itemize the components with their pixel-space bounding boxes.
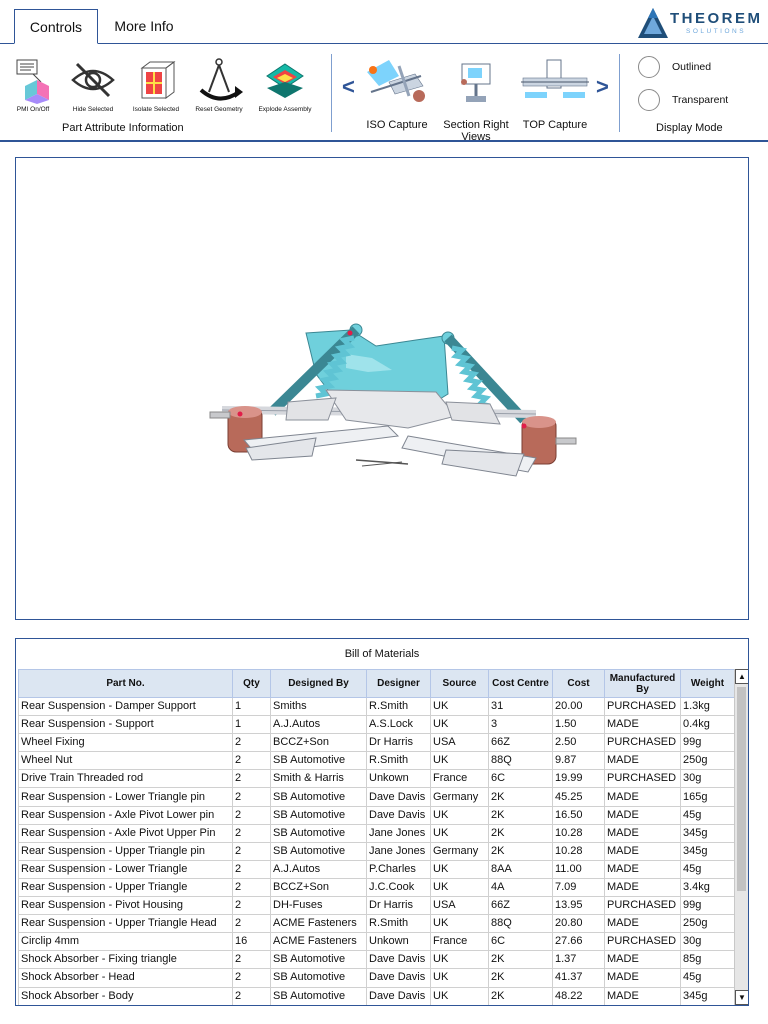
table-cell: Unkown [367,770,431,788]
table-cell: Wheel Fixing [19,734,233,752]
table-row[interactable] [19,933,735,951]
table-cell: PURCHASED [605,770,681,788]
table-cell: 99g [681,734,735,752]
table-cell: MADE [605,716,681,734]
table-cell: Jane Jones [367,824,431,842]
table-cell: 345g [681,842,735,860]
table-cell: Smith & Harris [271,770,367,788]
table-cell: 2K [489,842,553,860]
table-cell: 1.37 [553,951,605,969]
table-cell: A.J.Autos [271,860,367,878]
table-cell: 88Q [489,915,553,933]
table-cell: 20.00 [553,698,605,716]
table-cell: 20.80 [553,915,605,933]
ribbon-toolbar [0,44,768,142]
table-cell: PURCHASED [605,698,681,716]
table-cell: 250g [681,752,735,770]
table-cell: 66Z [489,734,553,752]
table-cell: 345g [681,987,735,1005]
scroll-up-icon[interactable]: ▲ [735,669,749,684]
bill-of-materials-panel [15,638,749,1006]
explode-assembly-label: Explode Assembly [258,106,312,113]
table-cell: Dr Harris [367,897,431,915]
table-cell: Rear Suspension - Pivot Housing [19,897,233,915]
table-cell: 10.28 [553,824,605,842]
column-header[interactable]: Designed By [271,670,367,698]
table-cell: Wheel Nut [19,752,233,770]
table-cell: 1.3kg [681,698,735,716]
table-cell: 2 [233,752,271,770]
tab-controls[interactable]: Controls [14,9,98,44]
table-row[interactable] [19,752,735,770]
column-header[interactable]: Cost Centre [489,670,553,698]
table-cell: UK [431,806,489,824]
table-cell: SB Automotive [271,951,367,969]
table-row[interactable] [19,788,735,806]
table-cell: 99g [681,897,735,915]
table-cell: France [431,770,489,788]
table-cell: ACME Fasteners [271,933,367,951]
bom-scrollbar[interactable] [734,669,748,1005]
table-cell: Rear Suspension - Upper Triangle [19,878,233,896]
table-cell: MADE [605,878,681,896]
table-cell: 45g [681,806,735,824]
table-cell: 2 [233,788,271,806]
table-cell: 30g [681,770,735,788]
column-header[interactable]: Part No. [19,670,233,698]
table-cell: 250g [681,915,735,933]
display-mode-caption: Display Mode [656,122,723,134]
table-cell: 11.00 [553,860,605,878]
iso-capture-label: ISO Capture [366,119,428,131]
table-cell: UK [431,698,489,716]
table-cell: SB Automotive [271,806,367,824]
table-cell: BCCZ+Son [271,734,367,752]
table-cell: 45g [681,969,735,987]
table-cell: Germany [431,842,489,860]
table-cell: Dave Davis [367,788,431,806]
table-cell: DH-Fuses [271,897,367,915]
table-cell: UK [431,969,489,987]
table-cell: 3.4kg [681,878,735,896]
table-cell: Rear Suspension - Upper Triangle Head [19,915,233,933]
column-header[interactable]: Weight [681,670,735,698]
suspension-assembly-model[interactable] [16,158,748,619]
table-cell: SB Automotive [271,842,367,860]
views-next-arrow[interactable]: > [596,74,609,99]
table-cell: UK [431,860,489,878]
table-cell: 1 [233,698,271,716]
bom-table-body [19,698,735,1006]
table-cell: 16 [233,933,271,951]
table-cell: Dave Davis [367,987,431,1005]
table-cell: 2 [233,897,271,915]
table-cell: 2 [233,915,271,933]
table-cell: UK [431,987,489,1005]
table-cell: USA [431,734,489,752]
table-cell: 2 [233,878,271,896]
ribbon-separator [331,54,332,132]
table-cell: MADE [605,806,681,824]
reset-geometry-button[interactable] [188,56,250,113]
eye-slash-icon [69,56,117,104]
explode-assembly-button[interactable] [254,56,316,113]
table-row[interactable] [19,860,735,878]
table-cell: UK [431,915,489,933]
table-cell: Jane Jones [367,842,431,860]
table-row[interactable] [19,698,735,716]
table-cell: 2K [489,806,553,824]
scroll-down-icon[interactable]: ▼ [735,990,749,1005]
reset-geometry-label: Reset Geometry [195,106,243,113]
column-header[interactable]: Source [431,670,489,698]
table-cell: 2 [233,860,271,878]
table-cell: 10.28 [553,842,605,860]
table-cell: 2 [233,969,271,987]
table-cell: 2 [233,987,271,1005]
table-cell: 2.50 [553,734,605,752]
table-cell: France [431,933,489,951]
table-cell: MADE [605,969,681,987]
table-cell: 19.99 [553,770,605,788]
column-header[interactable]: Qty [233,670,271,698]
table-cell: Rear Suspension - Upper Triangle pin [19,842,233,860]
table-cell: 7.09 [553,878,605,896]
table-cell: P.Charles [367,860,431,878]
pmi-label: PMI On/Off [16,106,50,113]
table-cell: 4A [489,878,553,896]
table-cell: A.S.Lock [367,716,431,734]
table-cell: 165g [681,788,735,806]
table-cell: PURCHASED [605,933,681,951]
table-cell: UK [431,824,489,842]
table-cell: Germany [431,788,489,806]
table-cell: J.C.Cook [367,878,431,896]
table-cell: MADE [605,842,681,860]
isolate-selected-button[interactable] [125,56,187,113]
table-cell: 66Z [489,897,553,915]
bom-table [18,669,735,1006]
table-cell: 6C [489,770,553,788]
table-cell: SB Automotive [271,824,367,842]
table-cell: MADE [605,987,681,1005]
view-section-right[interactable] [435,52,517,143]
table-cell: 2K [489,824,553,842]
table-cell: Shock Absorber - Head [19,969,233,987]
table-cell: 6C [489,933,553,951]
table-cell: Drive Train Threaded rod [19,770,233,788]
table-cell: Dr Harris [367,734,431,752]
table-cell: 3 [489,716,553,734]
table-cell: 2 [233,824,271,842]
column-header[interactable]: Designer [367,670,431,698]
table-cell: 31 [489,698,553,716]
table-cell: SB Automotive [271,987,367,1005]
views-prev-arrow[interactable]: < [342,74,355,99]
table-row[interactable] [19,824,735,842]
section-right-thumbnail [438,52,514,110]
table-cell: Dave Davis [367,969,431,987]
theorem-logo [636,6,763,40]
table-cell: 41.37 [553,969,605,987]
table-row[interactable] [19,878,735,896]
table-row[interactable] [19,734,735,752]
table-cell: 2 [233,842,271,860]
table-cell: 13.95 [553,897,605,915]
table-cell: 45.25 [553,788,605,806]
hide-selected-label: Hide Selected [72,106,114,113]
table-row[interactable] [19,987,735,1005]
table-cell: PURCHASED [605,734,681,752]
table-cell: ACME Fasteners [271,915,367,933]
table-cell: 8AA [489,860,553,878]
table-row[interactable] [19,716,735,734]
table-row[interactable] [19,770,735,788]
pmi-toggle-button[interactable] [2,56,64,113]
table-cell: UK [431,752,489,770]
table-row[interactable] [19,969,735,987]
table-cell: 2 [233,734,271,752]
table-cell: BCCZ+Son [271,878,367,896]
table-cell: 2K [489,951,553,969]
table-cell: Dave Davis [367,951,431,969]
transparent-radio[interactable] [638,89,660,111]
table-cell: 1 [233,716,271,734]
table-cell: Shock Absorber - Fixing triangle [19,951,233,969]
table-cell: Rear Suspension - Axle Pivot Lower pin [19,806,233,824]
table-cell: A.J.Autos [271,716,367,734]
table-cell: 85g [681,951,735,969]
table-cell: R.Smith [367,698,431,716]
isolate-selected-label: Isolate Selected [132,106,180,113]
table-cell: MADE [605,752,681,770]
table-cell: 45g [681,860,735,878]
scroll-thumb[interactable] [737,687,746,891]
logo-triangle-icon [636,6,670,40]
table-cell: Dave Davis [367,806,431,824]
column-header[interactable]: Cost [553,670,605,698]
compass-reset-icon [195,56,243,104]
outlined-radio[interactable] [638,56,660,78]
table-cell: 48.22 [553,987,605,1005]
table-cell: Smiths [271,698,367,716]
table-row[interactable] [19,897,735,915]
3d-viewer[interactable] [15,157,749,620]
iso-view-thumbnail [359,52,435,110]
table-row[interactable] [19,842,735,860]
table-cell: USA [431,897,489,915]
table-cell: 2K [489,969,553,987]
table-cell: Shock Absorber - Body [19,987,233,1005]
table-row[interactable] [19,806,735,824]
view-top-capture[interactable] [515,52,595,131]
table-cell: Rear Suspension - Axle Pivot Upper Pin [19,824,233,842]
table-cell: 88Q [489,752,553,770]
table-cell: Rear Suspension - Support [19,716,233,734]
top-capture-label: TOP Capture [522,119,588,131]
tab-more-info[interactable]: More Info [114,18,174,34]
table-cell: Unkown [367,933,431,951]
table-cell: R.Smith [367,752,431,770]
table-cell: SB Automotive [271,969,367,987]
table-row[interactable] [19,951,735,969]
pmi-icon [9,56,57,104]
table-cell: MADE [605,824,681,842]
table-cell: 30g [681,933,735,951]
table-cell: 2 [233,951,271,969]
table-cell: PURCHASED [605,897,681,915]
table-cell: MADE [605,951,681,969]
table-cell: Rear Suspension - Damper Support [19,698,233,716]
table-cell: UK [431,951,489,969]
table-cell: R.Smith [367,915,431,933]
isolate-cube-icon [132,56,180,104]
view-iso-capture[interactable] [357,52,437,131]
logo-subtitle: SOLUTIONS [686,28,747,35]
column-header[interactable]: Manufactured By [605,670,681,698]
table-cell: 0.4kg [681,716,735,734]
table-cell: SB Automotive [271,752,367,770]
table-cell: 2K [489,987,553,1005]
table-cell: MADE [605,788,681,806]
hide-selected-button[interactable] [62,56,124,113]
tab-bar [0,0,768,44]
table-cell: UK [431,878,489,896]
table-cell: MADE [605,860,681,878]
table-cell: 345g [681,824,735,842]
table-cell: 2 [233,806,271,824]
transparent-label: Transparent [672,94,729,106]
table-cell: Circlip 4mm [19,933,233,951]
table-cell: 27.66 [553,933,605,951]
outlined-label: Outlined [672,61,712,73]
section-right-label: Section Right Views [443,119,509,143]
table-cell: 16.50 [553,806,605,824]
table-cell: 2K [489,788,553,806]
table-cell: MADE [605,915,681,933]
table-cell: SB Automotive [271,788,367,806]
logo-wordmark: THEOREM [670,10,763,27]
part-attribute-caption: Part Attribute Information [62,122,184,134]
bom-header-row [19,670,735,698]
table-cell: Rear Suspension - Lower Triangle [19,860,233,878]
table-row[interactable] [19,915,735,933]
table-cell: 9.87 [553,752,605,770]
table-cell: 2 [233,770,271,788]
table-cell: Rear Suspension - Lower Triangle pin [19,788,233,806]
ribbon-separator [619,54,620,132]
table-cell: UK [431,716,489,734]
explode-layers-icon [261,56,309,104]
top-view-thumbnail [517,52,593,110]
table-cell: 1.50 [553,716,605,734]
bom-title: Bill of Materials [344,648,420,660]
